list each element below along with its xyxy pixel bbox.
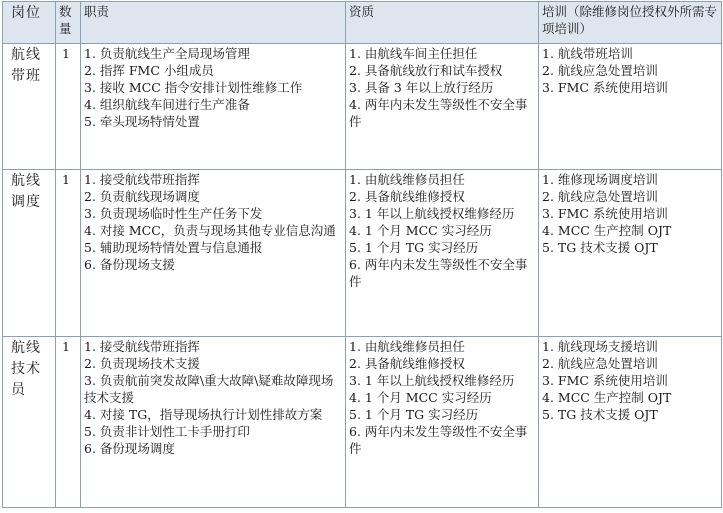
count-cell: 1: [56, 170, 81, 337]
qualification-item: 6. 两年内未发生等级性不安全事件: [349, 424, 528, 456]
duties-table: [2, 1, 722, 508]
position-cell: 航线调度: [3, 170, 56, 337]
duty-item: 3. 负责现场临时性生产任务下发: [84, 206, 263, 221]
qualification-item: 1. 由航线维修员担任: [349, 172, 465, 187]
training-item: 1. 航线现场支援培训: [542, 339, 658, 354]
training-item: 2. 航线应急处置培训: [542, 189, 658, 204]
training-item: 3. FMC 系统使用培训: [542, 206, 668, 221]
header-training: 培训（除维修岗位授权外所需专项培训）: [539, 2, 722, 44]
qualification-item: 1. 由航线维修员担任: [349, 339, 465, 354]
training-item: 2. 航线应急处置培训: [542, 63, 658, 78]
header-count: 数量: [56, 2, 81, 44]
qualification-item: 4. 两年内未发生等级性不安全事件: [349, 97, 528, 129]
training-cell: [539, 44, 722, 170]
table-row: [3, 337, 722, 508]
training-item: 4. MCC 生产控制 OJT: [542, 390, 672, 405]
header-duties: 职责: [81, 2, 346, 44]
training-item: 4. MCC 生产控制 OJT: [542, 223, 672, 238]
qualifications-cell: [346, 170, 539, 337]
duty-item: 2. 负责航线现场调度: [84, 189, 200, 204]
header-row: [3, 2, 722, 44]
duty-item: 5. 牵头现场特情处置: [84, 114, 200, 129]
duty-item: 2. 负责现场技术支援: [84, 356, 200, 371]
duty-item: 1. 接受航线带班指挥: [84, 339, 200, 354]
qualification-item: 2. 具备航线维修授权: [349, 356, 465, 371]
qualification-item: 5. 1 个月 TG 实习经历: [349, 407, 479, 422]
header-qualifications: 资质: [346, 2, 539, 44]
table-row: [3, 44, 722, 170]
training-item: 5. TG 技术支援 OJT: [542, 240, 658, 255]
training-cell: [539, 337, 722, 508]
qualification-item: 3. 1 年以上航线授权维修经历: [349, 206, 515, 221]
duty-item: 3. 负责航前突发故障\重大故障\疑难故障现场技术支援: [84, 373, 334, 405]
duty-item: 4. 对接 MCC，负责与现场其他专业信息沟通: [84, 223, 336, 238]
training-item: 3. FMC 系统使用培训: [542, 373, 668, 388]
duty-item: 1. 接受航线带班指挥: [84, 172, 200, 187]
position-cell: 航线技术员: [3, 337, 56, 508]
duties-cell: [81, 170, 346, 337]
training-item: 1. 航线带班培训: [542, 46, 633, 61]
table-row: [3, 170, 722, 337]
duty-item: 6. 备份现场调度: [84, 441, 175, 456]
qualification-item: 6. 两年内未发生等级性不安全事件: [349, 257, 528, 289]
qualification-item: 2. 具备航线维修授权: [349, 189, 465, 204]
header-position: 岗位: [3, 2, 56, 44]
qualifications-cell: [346, 337, 539, 508]
training-item: 3. FMC 系统使用培训: [542, 80, 668, 95]
duty-item: 4. 对接 TG，指导现场执行计划性排故方案: [84, 407, 323, 422]
qualification-item: 2. 具备航线放行和试车授权: [349, 63, 503, 78]
qualification-item: 3. 1 年以上航线授权维修经历: [349, 373, 515, 388]
duty-item: 2. 指挥 FMC 小组成员: [84, 63, 214, 78]
training-item: 5. TG 技术支援 OJT: [542, 407, 658, 422]
qualifications-cell: [346, 44, 539, 170]
qualification-item: 5. 1 个月 TG 实习经历: [349, 240, 479, 255]
qualification-item: 1. 由航线车间主任担任: [349, 46, 478, 61]
count-cell: 1: [56, 44, 81, 170]
training-item: 2. 航线应急处置培训: [542, 356, 658, 371]
training-item: 1. 维修现场调度培训: [542, 172, 658, 187]
qualification-item: 4. 1 个月 MCC 实习经历: [349, 390, 492, 405]
duty-item: 5. 负责非计划性工卡手册打印: [84, 424, 250, 439]
duty-item: 6. 备份现场支援: [84, 257, 175, 272]
duty-item: 4. 组织航线车间进行生产准备: [84, 97, 250, 112]
duty-item: 5. 辅助现场特情处置与信息通报: [84, 240, 263, 255]
duty-item: 1. 负责航线生产全局现场管理: [84, 46, 250, 61]
duties-cell: [81, 337, 346, 508]
training-cell: [539, 170, 722, 337]
duty-item: 3. 接收 MCC 指令安排计划性维修工作: [84, 80, 303, 95]
qualification-item: 4. 1 个月 MCC 实习经历: [349, 223, 492, 238]
duties-cell: [81, 44, 346, 170]
count-cell: 1: [56, 337, 81, 508]
position-cell: 航线带班: [3, 44, 56, 170]
qualification-item: 3. 具备 3 年以上放行经历: [349, 80, 494, 95]
